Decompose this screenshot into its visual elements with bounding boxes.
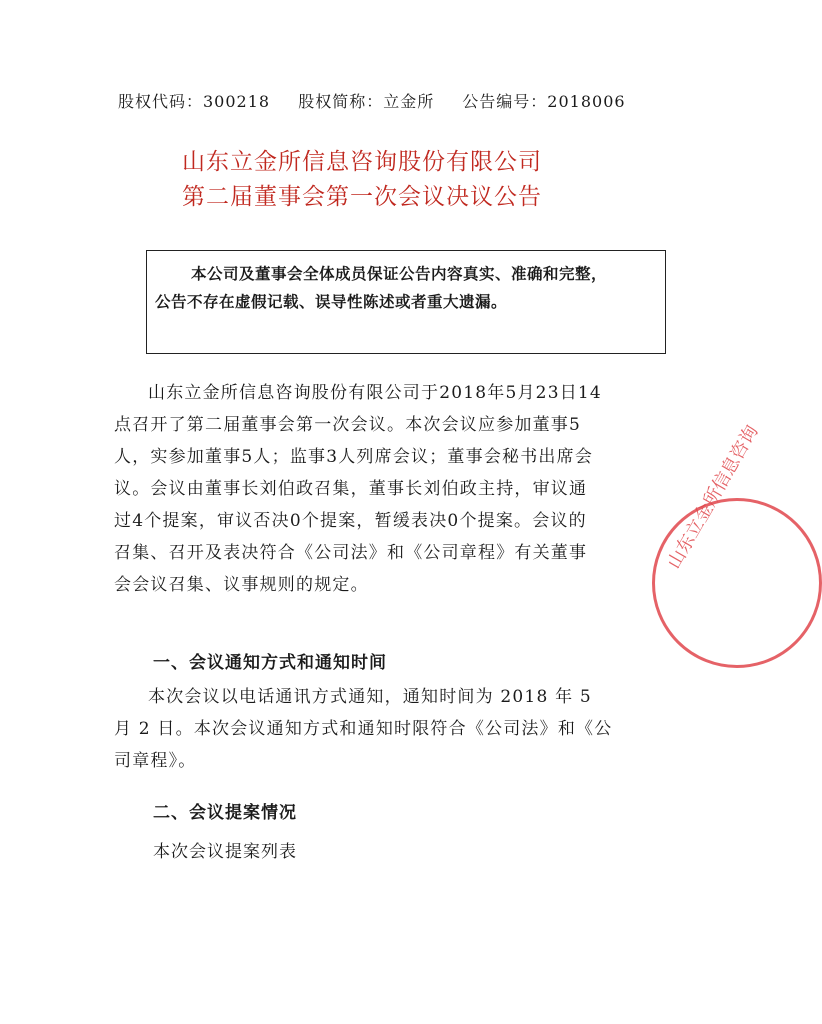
paragraph-line: 月 2 日。本次会议通知方式和通知时限符合《公司法》和《公: [114, 719, 613, 739]
paragraph-line: 会会议召集、议事规则的规定。: [114, 575, 369, 595]
disclaimer-text: [155, 260, 665, 316]
section-heading-notice: 一、会议通知方式和通知时间: [153, 653, 387, 673]
paragraph-line: 点召开了第二届董事会第一次会议。本次会议应参加董事5: [114, 415, 582, 435]
disclaimer-line-1: 本公司及董事会全体成员保证公告内容真实、准确和完整，: [191, 264, 608, 283]
disclaimer-line-2: 公告不存在虚假记载、误导性陈述或者重大遗漏。: [155, 292, 508, 311]
paragraph-line: 本次会议以电话通讯方式通知，通知时间为 2018 年 5: [148, 687, 592, 707]
paragraph-line: 司章程》。: [114, 751, 197, 771]
seal-text: 山东立金所信息咨询: [663, 421, 763, 573]
stock-abbreviation: 股权简称：立金所: [298, 92, 435, 111]
paragraph-line: 过4个提案，审议否决0个提案，暂缓表决0个提案。会议的: [114, 511, 587, 531]
notice-method-paragraph: [114, 681, 614, 777]
paragraph-line: 召集、召开及表决符合《公司法》和《公司章程》有关董事: [114, 543, 588, 563]
notice-number: 公告编号：2018006: [462, 92, 626, 111]
proposal-list-caption: 本次会议提案列表: [153, 842, 297, 862]
paragraph-line: 山东立金所信息咨询股份有限公司于2018年5月23日14: [148, 383, 602, 403]
announcement-title: 第二届董事会第一次会议决议公告: [182, 184, 542, 210]
paragraph-line: 人，实参加董事5人；监事3人列席会议；董事会秘书出席会: [114, 447, 594, 467]
announcement-header: [118, 89, 638, 112]
company-seal: [652, 498, 822, 668]
section-heading-proposals: 二、会议提案情况: [153, 803, 297, 823]
paragraph-line: 议。会议由董事长刘伯政召集，董事长刘伯政主持，审议通: [114, 479, 588, 499]
meeting-summary-paragraph: [114, 377, 614, 601]
company-title: 山东立金所信息咨询股份有限公司: [182, 149, 542, 175]
stock-code: 股权代码：300218: [118, 92, 271, 111]
